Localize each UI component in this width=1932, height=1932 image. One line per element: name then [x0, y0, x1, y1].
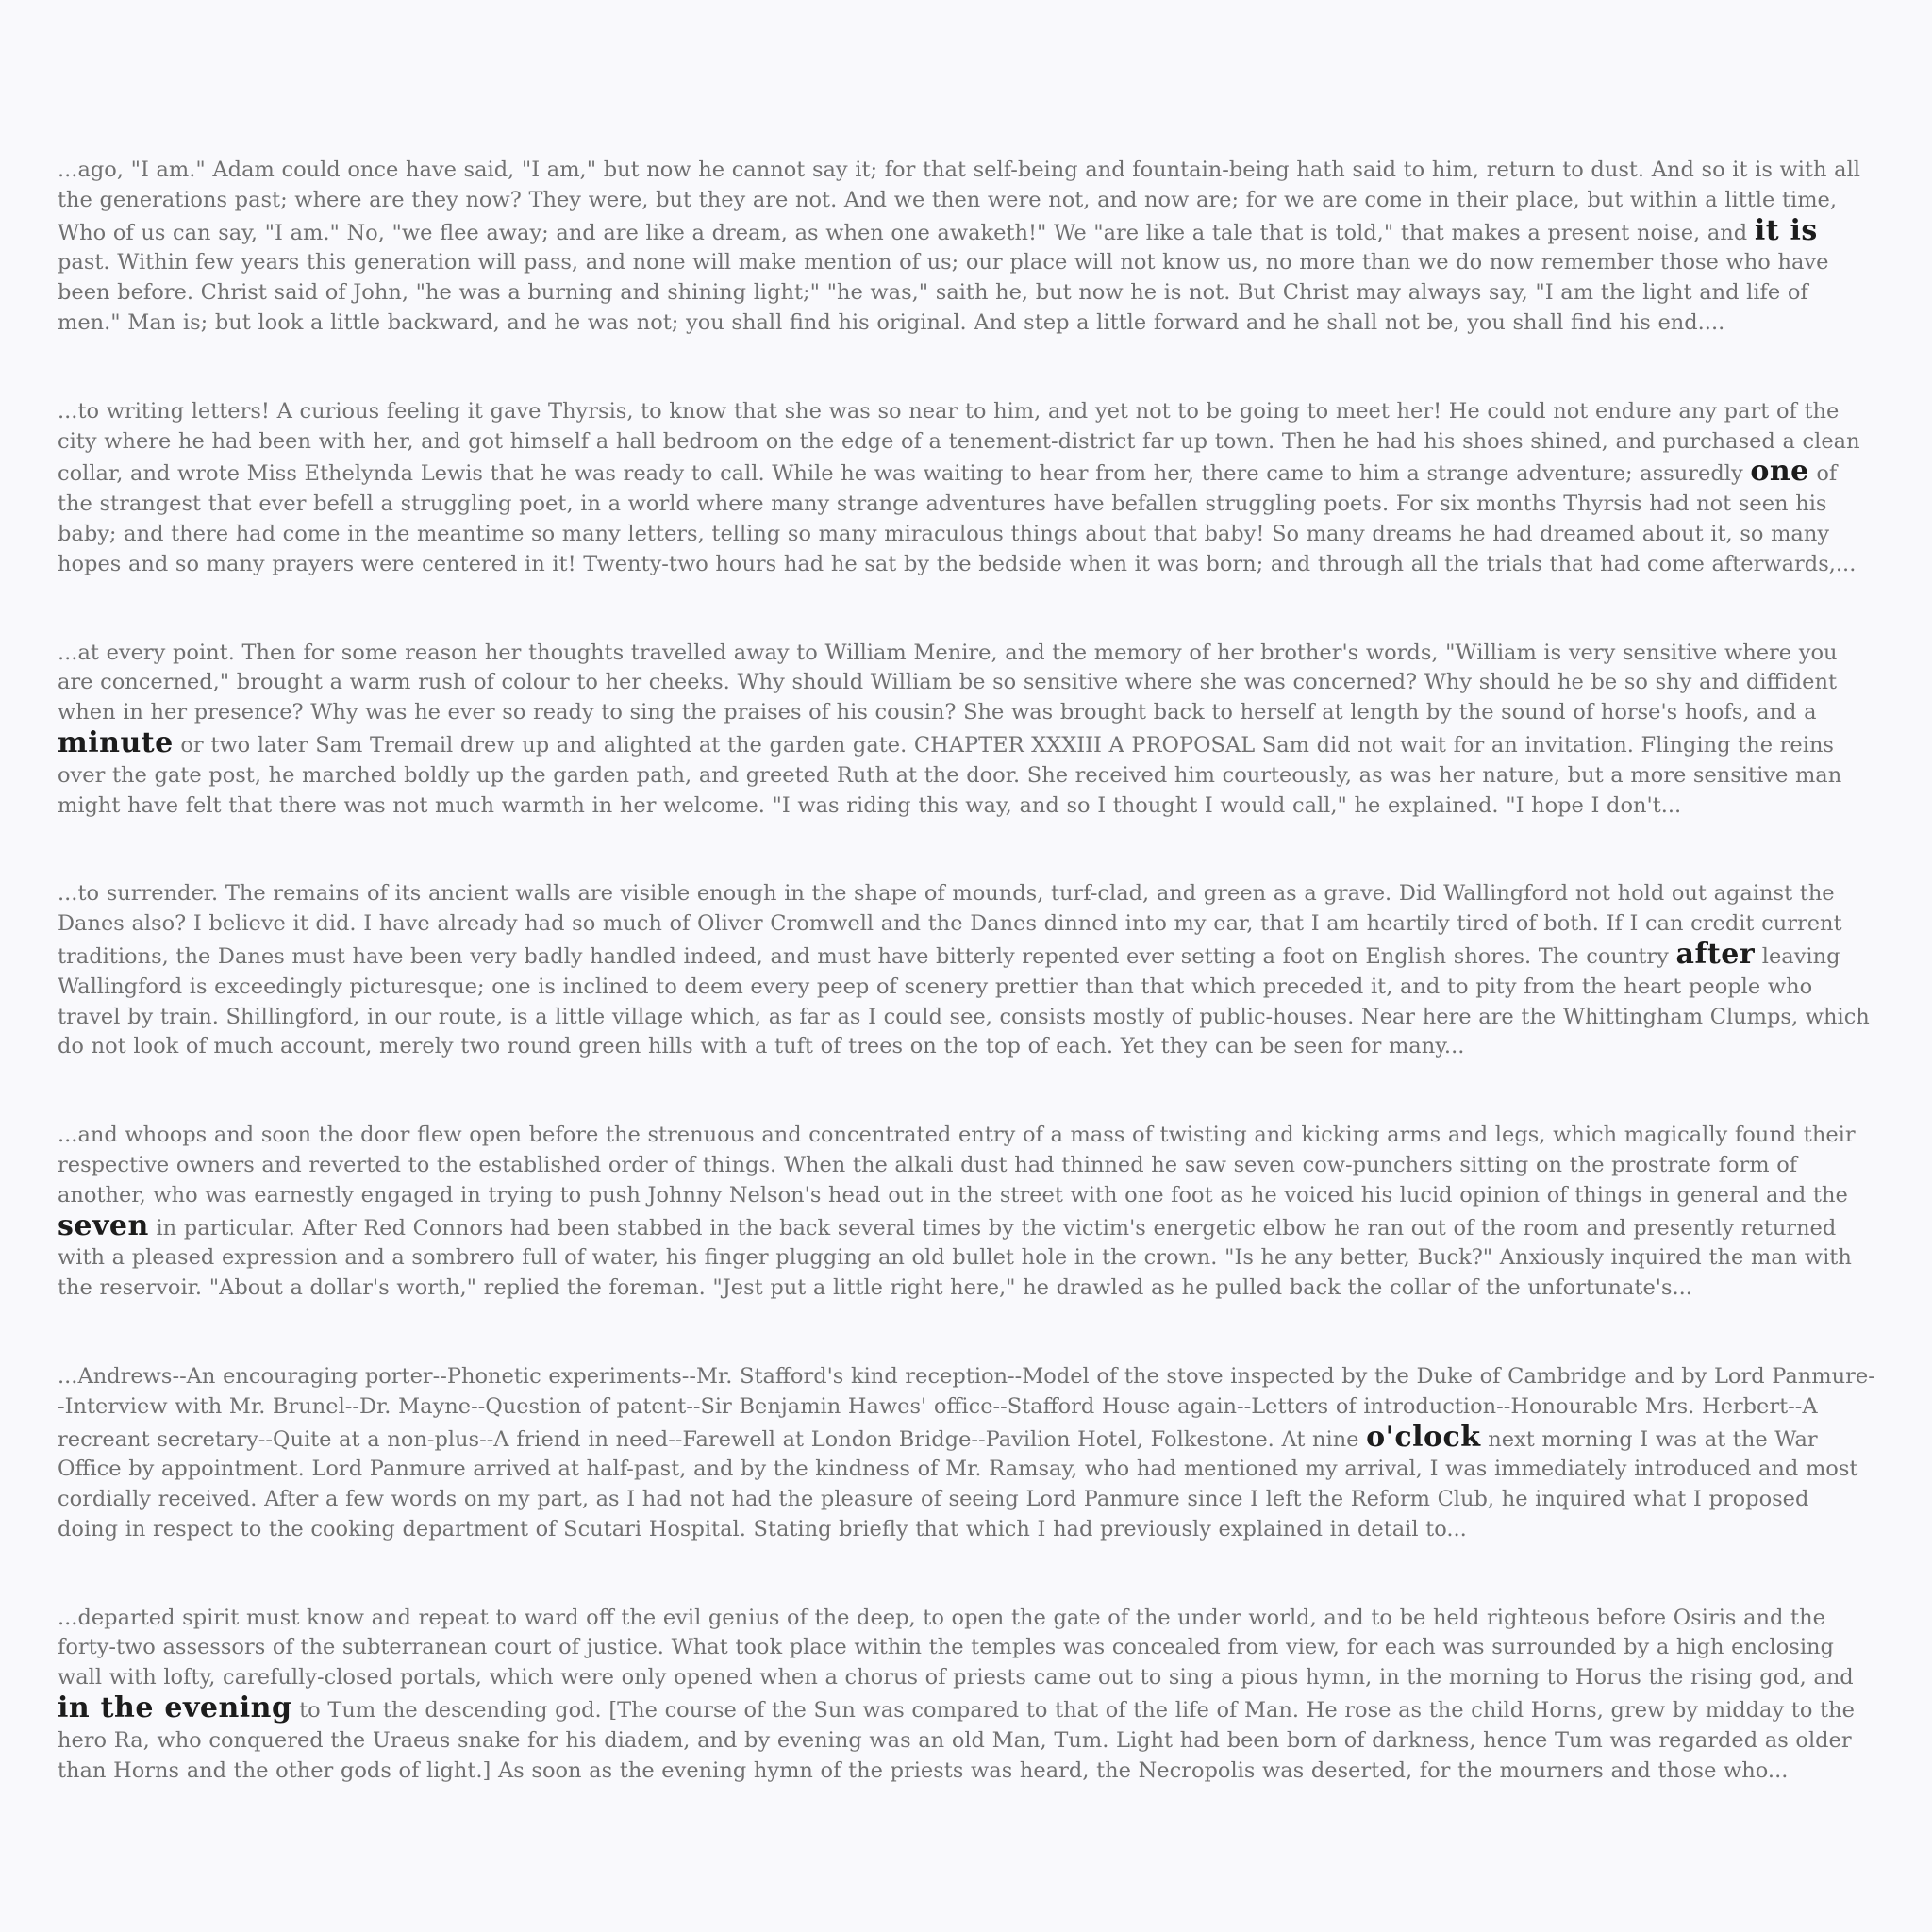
excerpt-text-before: ...to writing letters! A curious feeling it gave Thyrsis, to know that she was so near to him, and yet not to be going to meet her! He could not endure any part of the city where he had been with her, and got himself a hall bedroom on the edge of a tenement-district far up town. Then he had his shoes shined, and purchased a clean collar, and wrote Miss Ethelynda Lewis that he was ready to call. While he was waiting to hear from her, there came to him a strange adventure; assuredly — [58, 398, 1860, 487]
excerpt-text-after: to Tum the descending god. [The course of the Sun was compared to that of the life of Man. He rose as the child Horns, grew by midday to the hero Ra, who conquered the Uraeus snake for his diadem, and by evening was an old Man, Tum. Light had been born of darkness, hence Tum was regarded as older than Horns and the other gods of light.] As soon as the evening hymn of the priests was heard, the Necropolis was deserted, for the mourners and those who... — [58, 1698, 1855, 1783]
excerpt-text-after: or two later Sam Tremail drew up and alighted at the garden gate. CHAPTER XXXIII A PROPOSAL Sam did not wait for an invitation. Flinging the reins over the gate post, he marched boldly up the garden path, and greeted Ruth at the door. She received him courteously, as was her nature, but a more sensitive man might have felt that there was not much warmth in her welcome. "I was riding this way, and so I thought I would call," he explained. "I hope I don't... — [58, 732, 1842, 818]
excerpt-text-before: ...to surrender. The remains of its ancient walls are visible enough in the shape of mounds, turf-clad, and green as a grave. Did Wallingford not hold out against the Danes also? I believe it did. I have already had so much of Oliver Cromwell and the Danes dinned into my ear, that I am heartily tired of both. If I can credit current traditions, the Danes must have been very badly handled indeed, and must have bitterly repented ever setting a foot on English shores. The country — [58, 881, 1842, 969]
excerpt-paragraph — [58, 1604, 1875, 1787]
highlighted-keyword: in the evening — [58, 1691, 292, 1725]
excerpt-text-after: past. Within few years this generation will pass, and none will make mention of us; our place will not know us, no more than we do now remember those who have been before. Christ said of John, "he was a burning and shining light;" "he was," saith he, but now he is not. But Christ may always say, "I am the light and life of men." Man is; but look a little backward, and he was not; you shall find his original. And step a little forward and he shall not be, you shall find his end.... — [58, 250, 1829, 335]
excerpt-paragraph — [58, 397, 1875, 580]
excerpt-text-before: ...ago, "I am." Adam could once have said, "I am," but now he cannot say it; for that self-being and fountain-being hath said to him, return to dust. And so it is with all the generations past; where are they now? They were, but they are not. And we then were not, and now are; for we are come in their place, but within a little time, Who of us can say, "I am." No, "we flee away; and are like a dream, as when one awaketh!" We "are like a tale that is told," that makes a present noise, and — [58, 158, 1860, 245]
excerpt-text-before: ...at every point. Then for some reason her thoughts travelled away to William Menire, and the memory of her brother's words, "William is very sensitive where you are concerned," brought a warm rush of colour to her cheeks. Why should William be so sensitive where she was concerned? Why should he be so shy and diffident when in her presence? Why was he ever so ready to sing the praises of his cousin? She was brought back to herself at length by the sound of horse's hoofs, and a — [58, 640, 1838, 725]
excerpt-text-before: ...Andrews--An encouraging porter--Phonetic experiments--Mr. Stafford's kind reception--Model of the stove inspected by the Duke of Cambridge and by Lord Panmure--Interview with Mr. Brunel--Dr. Mayne--Question of patent--Sir Benjamin Hawes' office--Stafford House again--Letters of introduction--Honourable Mrs. Herbert--A recreant secretary--Quite at a non-plus--A friend in need--Farewell at London Bridge--Pavilion Hotel, Folkestone. At nine — [58, 1363, 1875, 1452]
excerpt-paragraph — [58, 1362, 1875, 1545]
excerpt-paragraph — [58, 156, 1875, 339]
highlighted-keyword: o'clock — [1366, 1420, 1481, 1454]
excerpt-text-after: next morning I was at the War Office by appointment. Lord Panmure arrived at half-past, and by the kindness of Mr. Ramsay, who had mentioned my arrival, I was immediately introduced and most cordially received. After a few words on my part, as I had not had the pleasure of seeing Lord Panmure since I left the Reform Club, he inquired what I proposed doing in respect to the cooking department of Scutari Hospital. Stating briefly that which I had previously explained in detail to... — [58, 1426, 1858, 1541]
highlighted-keyword: seven — [58, 1208, 149, 1242]
excerpt-text-after: leaving Wallingford is exceedingly picturesque; one is inclined to deem every peep of scenery prettier than that which preceded it, and to pity from the heart people who travel by train. Shillingford, in our route, is a little village which, as far as I could see, consists mostly of public-houses. Near here are the Whittingham Clumps, which do not look of much account, merely two round green hills with a tuft of trees on the top of each. Yet they can be seen for many... — [58, 943, 1870, 1059]
excerpt-text-before: ...departed spirit must know and repeat to ward off the evil genius of the deep, to open the gate of the under world, and to be held righteous before Osiris and the forty-two assessors of the subterranean court of justice. What took place within the temples was concealed from view, for each was surrounded by a high enclosing wall with lofty, carefully-closed portals, which were only opened when a chorus of priests came out to sing a pious hymn, in the morning to Horus the rising god, and — [58, 1605, 1854, 1690]
highlighted-keyword: it is — [1754, 213, 1818, 247]
highlighted-keyword: after — [1675, 937, 1756, 971]
excerpt-text-after: of the strangest that ever befell a struggling poet, in a world where many strange adventures have befallen struggling poets. For six months Thyrsis had not seen his baby; and there had come in the meantime so many letters, telling so many miraculous things about that baby! So many dreams he had dreamed about it, so many hopes and so many prayers were centered in it! Twenty-two hours had he sat by the bedside when it was born; and through all the trials that had come afterwards,... — [58, 461, 1857, 576]
excerpt-text-after: in particular. After Red Connors had been stabbed in the back several times by the victim's energetic elbow he ran out of the room and presently returned with a pleased expression and a sombrero full of water, his finger plugging an old bullet hole in the crown. "Is he any better, Buck?" Anxiously inquired the man with the reservoir. "About a dollar's worth," replied the foreman. "Jest put a little right here," he drawled as he pulled back the collar of the unfortunate's... — [58, 1215, 1852, 1301]
highlighted-keyword: minute — [58, 725, 174, 759]
excerpt-paragraph — [58, 879, 1875, 1062]
highlighted-keyword: one — [1750, 455, 1809, 489]
excerpt-text-before: ...and whoops and soon the door flew open before the strenuous and concentrated entry of a mass of twisting and kicking arms and legs, which magically found their respective owners and reverted to the established order of things. When the alkali dust had thinned he saw seven cow-punchers sitting on the prostrate form of another, who was earnestly engaged in trying to push Johnny Nelson's head out in the street with one foot as he voiced his lucid opinion of things in general and the — [58, 1123, 1856, 1208]
excerpt-paragraph — [58, 1121, 1875, 1304]
excerpt-paragraph — [58, 639, 1875, 822]
